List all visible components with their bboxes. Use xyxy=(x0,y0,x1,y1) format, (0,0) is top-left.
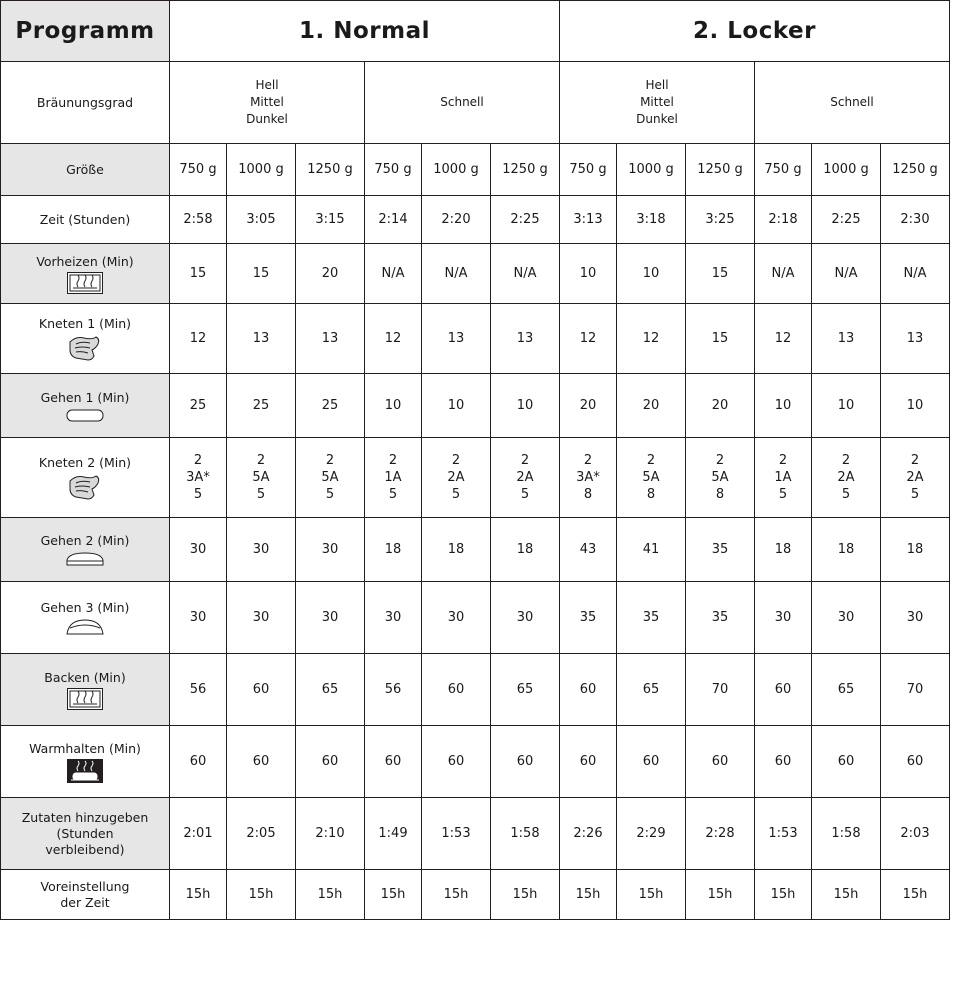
value-cell: 1:53 xyxy=(755,798,812,870)
level-dark: Dunkel xyxy=(246,112,288,126)
value-cell: 65 xyxy=(617,654,686,726)
row-label-line: Zutaten hinzugeben xyxy=(21,809,149,825)
header-row xyxy=(1,1,950,62)
size-cell: 750 g xyxy=(560,144,617,196)
value-cell xyxy=(812,438,881,518)
value-cell: 2:20 xyxy=(422,196,491,244)
dough-risen-icon xyxy=(66,551,104,567)
value-cell: 30 xyxy=(812,582,881,654)
time-row xyxy=(1,196,950,244)
value-cell: 13 xyxy=(422,304,491,374)
size-cell: 750 g xyxy=(365,144,422,196)
browning-label: Bräunungsgrad xyxy=(1,62,170,144)
value-cell: 13 xyxy=(296,304,365,374)
value-cell: N/A xyxy=(491,244,560,304)
value-line: 2 xyxy=(388,453,398,468)
value-cell: 15h xyxy=(881,870,950,920)
value-cell: 60 xyxy=(170,726,227,798)
value-line: 2 xyxy=(193,453,203,468)
value-cell: 12 xyxy=(365,304,422,374)
value-cell: 15 xyxy=(686,304,755,374)
value-line: 5 xyxy=(193,487,203,502)
value-cell: 10 xyxy=(755,374,812,438)
value-line: 5A xyxy=(321,470,339,485)
value-cell: 2:10 xyxy=(296,798,365,870)
size-cell: 1250 g xyxy=(296,144,365,196)
program-header-cell xyxy=(1,1,170,62)
value-cell xyxy=(422,438,491,518)
bake-icon xyxy=(67,688,103,710)
size-cell: 1250 g xyxy=(881,144,950,196)
value-line: 2A xyxy=(516,470,534,485)
value-line: 2 xyxy=(778,453,788,468)
value-line: 5 xyxy=(841,487,851,502)
value-cell: 12 xyxy=(617,304,686,374)
value-line: 2 xyxy=(451,453,461,468)
value-cell: 30 xyxy=(422,582,491,654)
knead2-row xyxy=(1,438,950,518)
value-cell: 60 xyxy=(227,726,296,798)
value-cell: 12 xyxy=(560,304,617,374)
value-cell: 2:25 xyxy=(812,196,881,244)
value-cell: 13 xyxy=(881,304,950,374)
value-cell: 60 xyxy=(686,726,755,798)
row-label-cell xyxy=(1,438,170,518)
rise2-row xyxy=(1,518,950,582)
value-line: 8 xyxy=(715,487,725,502)
size-cell: 1000 g xyxy=(617,144,686,196)
row-label-cell xyxy=(1,798,170,870)
value-line: 2 xyxy=(841,453,851,468)
value-cell: 18 xyxy=(365,518,422,582)
value-cell: 15 xyxy=(170,244,227,304)
value-cell: 30 xyxy=(227,582,296,654)
row-label-cell xyxy=(1,654,170,726)
value-cell: 10 xyxy=(491,374,560,438)
rise3-row xyxy=(1,582,950,654)
value-cell: 25 xyxy=(296,374,365,438)
value-cell: 60 xyxy=(422,726,491,798)
value-cell: 30 xyxy=(170,582,227,654)
size-cell: 1000 g xyxy=(812,144,881,196)
row-label-line: Voreinstellung xyxy=(40,878,130,894)
value-cell: 25 xyxy=(227,374,296,438)
size-cell: 1250 g xyxy=(686,144,755,196)
value-cell: 30 xyxy=(170,518,227,582)
value-cell xyxy=(560,438,617,518)
preheat-icon xyxy=(67,272,103,294)
value-line: 2 xyxy=(325,453,335,468)
browning-row xyxy=(1,62,950,144)
value-cell: 10 xyxy=(365,374,422,438)
value-cell: 18 xyxy=(812,518,881,582)
value-cell: 30 xyxy=(491,582,560,654)
row-label-cell xyxy=(1,518,170,582)
size-cell: 1000 g xyxy=(227,144,296,196)
rise1-row xyxy=(1,374,950,438)
kneading-hand-icon xyxy=(68,473,102,501)
value-line: 8 xyxy=(646,487,656,502)
value-cell: 1:58 xyxy=(812,798,881,870)
value-cell: 60 xyxy=(296,726,365,798)
keep-warm-row xyxy=(1,726,950,798)
value-line: 5 xyxy=(778,487,788,502)
row-label: Kneten 1 (Min) xyxy=(38,315,132,331)
value-cell: 20 xyxy=(617,374,686,438)
program-label: Programm xyxy=(15,18,155,44)
value-cell: 30 xyxy=(296,582,365,654)
dough-flat-icon xyxy=(66,408,104,422)
value-line: 5 xyxy=(325,487,335,502)
row-label-line: (Stunden xyxy=(56,825,114,841)
value-cell: 60 xyxy=(491,726,560,798)
row-label-line: der Zeit xyxy=(60,894,110,910)
value-cell: 3:05 xyxy=(227,196,296,244)
kneading-hand-icon xyxy=(68,334,102,362)
value-cell: 20 xyxy=(686,374,755,438)
value-cell: 20 xyxy=(296,244,365,304)
value-line: 8 xyxy=(583,487,593,502)
value-line: 2 xyxy=(910,453,920,468)
value-cell: 2:03 xyxy=(881,798,950,870)
value-cell: 2:26 xyxy=(560,798,617,870)
value-cell: 70 xyxy=(686,654,755,726)
value-cell: 30 xyxy=(296,518,365,582)
value-cell: 13 xyxy=(812,304,881,374)
row-label: Warmhalten (Min) xyxy=(29,740,141,756)
level-dark: Dunkel xyxy=(636,112,678,126)
value-cell: 15h xyxy=(365,870,422,920)
value-cell: 2:18 xyxy=(755,196,812,244)
value-cell: 41 xyxy=(617,518,686,582)
preset-time-row xyxy=(1,870,950,920)
row-label: Kneten 2 (Min) xyxy=(38,454,132,470)
row-label-cell xyxy=(1,870,170,920)
value-cell: 12 xyxy=(170,304,227,374)
row-label-line: verbleibend) xyxy=(45,841,125,857)
value-line: 1A xyxy=(384,470,402,485)
value-cell: N/A xyxy=(812,244,881,304)
value-line: 2 xyxy=(256,453,266,468)
value-cell xyxy=(881,438,950,518)
row-label: Gehen 1 (Min) xyxy=(40,389,130,405)
value-line: 2A xyxy=(906,470,924,485)
value-cell: N/A xyxy=(755,244,812,304)
row-label-cell xyxy=(1,726,170,798)
group-normal-header xyxy=(170,1,560,62)
value-cell: 10 xyxy=(881,374,950,438)
keep-warm-icon xyxy=(67,759,103,783)
value-cell xyxy=(227,438,296,518)
row-label-cell xyxy=(1,374,170,438)
value-cell: 18 xyxy=(755,518,812,582)
value-cell: 15h xyxy=(686,870,755,920)
value-cell: 3:13 xyxy=(560,196,617,244)
value-line: 5 xyxy=(910,487,920,502)
browning-levels-cell xyxy=(560,62,755,144)
value-line: 2 xyxy=(520,453,530,468)
value-line: 5A xyxy=(642,470,660,485)
value-cell: 60 xyxy=(812,726,881,798)
value-cell: 3:25 xyxy=(686,196,755,244)
value-cell: 15h xyxy=(170,870,227,920)
value-cell: 15h xyxy=(560,870,617,920)
value-cell: 30 xyxy=(365,582,422,654)
value-cell: 1:49 xyxy=(365,798,422,870)
value-cell: 2:25 xyxy=(491,196,560,244)
group-locker-title: 2. Locker xyxy=(693,18,816,44)
value-cell: 25 xyxy=(170,374,227,438)
size-row xyxy=(1,144,950,196)
level-medium: Mittel xyxy=(640,95,674,109)
value-cell: 2:58 xyxy=(170,196,227,244)
dough-high-icon xyxy=(66,618,104,636)
row-label: Zeit (Stunden) xyxy=(1,196,170,244)
value-cell: 12 xyxy=(755,304,812,374)
value-cell: 18 xyxy=(881,518,950,582)
value-cell: 35 xyxy=(560,582,617,654)
value-cell: 3:18 xyxy=(617,196,686,244)
value-cell: 65 xyxy=(491,654,560,726)
value-line: 5A xyxy=(252,470,270,485)
value-cell xyxy=(365,438,422,518)
value-line: 2A xyxy=(837,470,855,485)
value-cell: 3:15 xyxy=(296,196,365,244)
value-line: 2A xyxy=(447,470,465,485)
value-cell: 60 xyxy=(422,654,491,726)
value-cell: 15h xyxy=(755,870,812,920)
add-ingredients-row xyxy=(1,798,950,870)
value-cell xyxy=(686,438,755,518)
value-cell xyxy=(296,438,365,518)
value-cell: 2:28 xyxy=(686,798,755,870)
browning-fast-cell: Schnell xyxy=(755,62,950,144)
level-light: Hell xyxy=(255,78,279,92)
value-cell: 10 xyxy=(617,244,686,304)
row-label: Gehen 3 (Min) xyxy=(40,599,130,615)
value-cell: 60 xyxy=(755,726,812,798)
group-locker-header xyxy=(560,1,950,62)
value-cell: 30 xyxy=(881,582,950,654)
value-cell: 60 xyxy=(881,726,950,798)
value-cell: 65 xyxy=(296,654,365,726)
value-cell: 18 xyxy=(491,518,560,582)
value-cell: 10 xyxy=(812,374,881,438)
knead1-row xyxy=(1,304,950,374)
value-cell xyxy=(170,438,227,518)
browning-levels-cell xyxy=(170,62,365,144)
value-line: 5 xyxy=(451,487,461,502)
value-cell: 1:58 xyxy=(491,798,560,870)
value-cell: 2:30 xyxy=(881,196,950,244)
value-line: 2 xyxy=(646,453,656,468)
value-line: 5 xyxy=(520,487,530,502)
value-cell: 2:29 xyxy=(617,798,686,870)
value-cell: N/A xyxy=(422,244,491,304)
value-cell: 13 xyxy=(491,304,560,374)
row-label: Backen (Min) xyxy=(44,669,126,685)
value-cell: 60 xyxy=(560,654,617,726)
value-cell xyxy=(491,438,560,518)
value-cell: 60 xyxy=(560,726,617,798)
row-label: Gehen 2 (Min) xyxy=(40,532,130,548)
value-cell: 30 xyxy=(227,518,296,582)
value-line: 1A xyxy=(774,470,792,485)
row-label-cell xyxy=(1,304,170,374)
value-line: 2 xyxy=(715,453,725,468)
value-cell xyxy=(755,438,812,518)
size-label: Größe xyxy=(1,144,170,196)
value-cell: 30 xyxy=(755,582,812,654)
value-cell: 35 xyxy=(617,582,686,654)
value-cell: 15h xyxy=(617,870,686,920)
size-cell: 750 g xyxy=(755,144,812,196)
value-cell: 10 xyxy=(560,244,617,304)
value-cell: 60 xyxy=(617,726,686,798)
value-cell: N/A xyxy=(881,244,950,304)
value-cell: 15 xyxy=(227,244,296,304)
bake-row xyxy=(1,654,950,726)
value-cell: 1:53 xyxy=(422,798,491,870)
value-cell: 15 xyxy=(686,244,755,304)
value-line: 5 xyxy=(256,487,266,502)
value-cell: 10 xyxy=(422,374,491,438)
value-cell: 65 xyxy=(812,654,881,726)
level-light: Hell xyxy=(645,78,669,92)
row-label-cell xyxy=(1,244,170,304)
value-cell: 15h xyxy=(812,870,881,920)
value-line: 5A xyxy=(711,470,729,485)
value-cell: 2:01 xyxy=(170,798,227,870)
value-cell: 35 xyxy=(686,518,755,582)
size-cell: 750 g xyxy=(170,144,227,196)
value-cell: 2:14 xyxy=(365,196,422,244)
value-cell: 20 xyxy=(560,374,617,438)
value-cell: 15h xyxy=(296,870,365,920)
value-line: 5 xyxy=(388,487,398,502)
preheat-row xyxy=(1,244,950,304)
value-cell: 70 xyxy=(881,654,950,726)
value-cell: 56 xyxy=(365,654,422,726)
value-cell: N/A xyxy=(365,244,422,304)
row-label-cell xyxy=(1,582,170,654)
value-cell: 2:05 xyxy=(227,798,296,870)
level-medium: Mittel xyxy=(250,95,284,109)
value-cell: 15h xyxy=(422,870,491,920)
value-cell xyxy=(617,438,686,518)
size-cell: 1250 g xyxy=(491,144,560,196)
value-cell: 60 xyxy=(755,654,812,726)
value-cell: 35 xyxy=(686,582,755,654)
value-cell: 43 xyxy=(560,518,617,582)
value-cell: 56 xyxy=(170,654,227,726)
size-cell: 1000 g xyxy=(422,144,491,196)
value-cell: 60 xyxy=(227,654,296,726)
browning-fast-cell: Schnell xyxy=(365,62,560,144)
row-label: Vorheizen (Min) xyxy=(36,253,134,269)
value-cell: 13 xyxy=(227,304,296,374)
value-line: 3A* xyxy=(186,470,210,485)
value-cell: 15h xyxy=(491,870,560,920)
value-cell: 60 xyxy=(365,726,422,798)
value-line: 3A* xyxy=(576,470,600,485)
value-cell: 18 xyxy=(422,518,491,582)
group-normal-title: 1. Normal xyxy=(298,18,430,44)
value-cell: 15h xyxy=(227,870,296,920)
value-line: 2 xyxy=(583,453,593,468)
